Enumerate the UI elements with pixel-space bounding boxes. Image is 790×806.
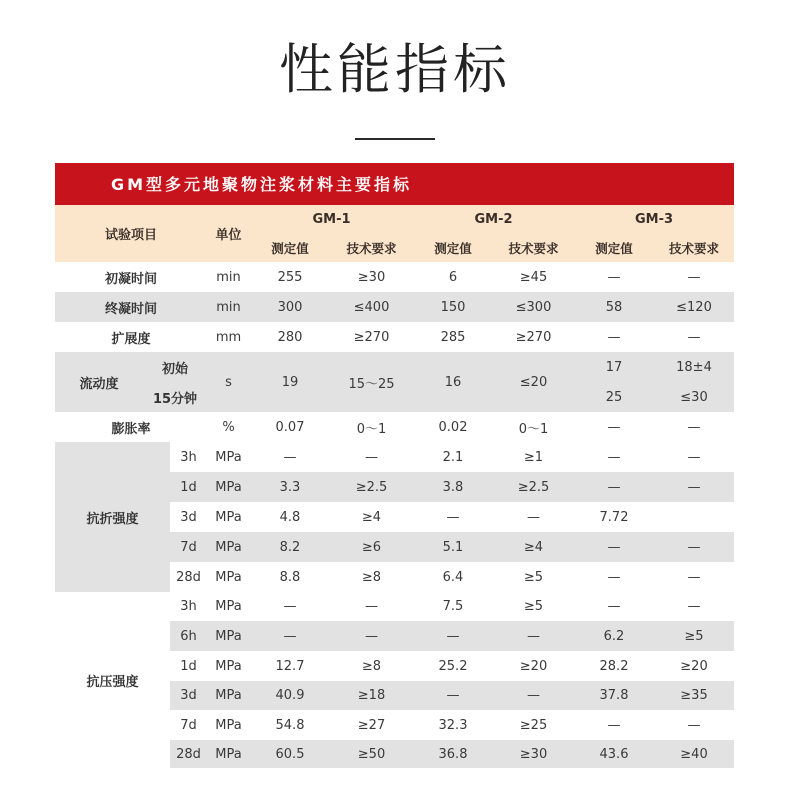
row-value: ≥270 [493, 322, 574, 352]
row-value: 0～1 [493, 412, 574, 442]
row-value: ≥4 [330, 502, 413, 532]
row-value: ≥4 [493, 532, 574, 562]
header-group: GM-1 [250, 205, 413, 234]
row-value: ≥5 [654, 621, 734, 651]
row-age: 6h [170, 621, 207, 651]
row-unit: mm [207, 322, 250, 352]
row-value: 6.4 [413, 562, 493, 592]
row-value: — [654, 532, 734, 562]
title-divider [355, 138, 435, 140]
row-value: ≤30 [654, 382, 734, 412]
row-value: 7.5 [413, 592, 493, 621]
row-unit: MPa [207, 651, 250, 681]
row-value: ≥20 [654, 651, 734, 681]
row-value: 12.7 [250, 651, 330, 681]
row-value: — [654, 442, 734, 472]
row-value: 36.8 [413, 740, 493, 768]
row-value: — [574, 442, 654, 472]
row-value: — [413, 621, 493, 651]
header-sub: 测定值 [413, 234, 493, 262]
header-sub: 测定值 [574, 234, 654, 262]
row-value: — [654, 412, 734, 442]
row-value: ≥20 [493, 651, 574, 681]
flexural-label: 抗折强度 [55, 442, 170, 592]
row-value: 25 [574, 382, 654, 412]
row-age: 3d [170, 502, 207, 532]
row-value: 8.8 [250, 562, 330, 592]
row-value: — [250, 592, 330, 621]
row-value: 18±4 [654, 352, 734, 382]
row-value: 300 [250, 292, 330, 322]
row-value: ≤20 [493, 352, 574, 412]
row-value: 5.1 [413, 532, 493, 562]
header-sub: 测定值 [250, 234, 330, 262]
row-value: — [654, 322, 734, 352]
row-unit: MPa [207, 740, 250, 768]
row-value: 2.1 [413, 442, 493, 472]
row-label: 扩展度 [55, 322, 207, 352]
row-value: 43.6 [574, 740, 654, 768]
row-value: — [654, 562, 734, 592]
row-value: ≥30 [493, 740, 574, 768]
row-value: — [654, 592, 734, 621]
page-title: 性能指标 [279, 38, 511, 101]
row-value: — [330, 621, 413, 651]
row-value: ≥45 [493, 262, 574, 292]
row-unit: MPa [207, 592, 250, 621]
row-value: 40.9 [250, 681, 330, 710]
header-sub: 技术要求 [330, 234, 413, 262]
row-unit: min [207, 262, 250, 292]
row-value: — [574, 472, 654, 502]
row-value: 255 [250, 262, 330, 292]
row-label: 初凝时间 [55, 262, 207, 292]
row-value: 0～1 [330, 412, 413, 442]
row-label: 膨胀率 [55, 412, 207, 442]
row-value: 6 [413, 262, 493, 292]
row-value: 32.3 [413, 710, 493, 740]
row-value: — [574, 562, 654, 592]
row-value: 16 [413, 352, 493, 412]
row-value: 28.2 [574, 651, 654, 681]
row-value: ≥2.5 [493, 472, 574, 502]
header-sub: 技术要求 [493, 234, 574, 262]
row-age: 3h [170, 592, 207, 621]
row-value: — [654, 262, 734, 292]
row-value: ≤400 [330, 292, 413, 322]
row-value: — [330, 442, 413, 472]
row-label: 终凝时间 [55, 292, 207, 322]
row-value: ≥1 [493, 442, 574, 472]
row-value: 3.8 [413, 472, 493, 502]
row-value: — [250, 442, 330, 472]
row-value: ≥27 [330, 710, 413, 740]
row-value: ≤120 [654, 292, 734, 322]
row-unit: MPa [207, 621, 250, 651]
row-value: — [250, 621, 330, 651]
row-value: ≥2.5 [330, 472, 413, 502]
row-value: ≥18 [330, 681, 413, 710]
row-value: — [574, 710, 654, 740]
row-value: 285 [413, 322, 493, 352]
row-value: ≥40 [654, 740, 734, 768]
row-age: 28d [170, 562, 207, 592]
row-value: ≥270 [330, 322, 413, 352]
row-age: 7d [170, 710, 207, 740]
row-value: 0.07 [250, 412, 330, 442]
row-value: 0.02 [413, 412, 493, 442]
header-sub: 技术要求 [654, 234, 734, 262]
row-value: 8.2 [250, 532, 330, 562]
row-value: 7.72 [574, 502, 654, 532]
row-value: — [493, 681, 574, 710]
row-unit: MPa [207, 502, 250, 532]
row-value: — [413, 502, 493, 532]
row-value: 3.3 [250, 472, 330, 502]
row-value: — [574, 592, 654, 621]
row-unit: MPa [207, 442, 250, 472]
flow-sub-initial: 初始 [143, 352, 207, 382]
row-value: ≤300 [493, 292, 574, 322]
row-value: — [493, 621, 574, 651]
row-value: 58 [574, 292, 654, 322]
row-value: ≥50 [330, 740, 413, 768]
flow-unit: s [207, 352, 250, 412]
row-value: — [574, 532, 654, 562]
row-value: 280 [250, 322, 330, 352]
row-value: 60.5 [250, 740, 330, 768]
row-age: 1d [170, 472, 207, 502]
row-value [654, 502, 734, 532]
row-value: ≥25 [493, 710, 574, 740]
row-value: 6.2 [574, 621, 654, 651]
row-value: ≥35 [654, 681, 734, 710]
row-age: 28d [170, 740, 207, 768]
row-unit: MPa [207, 562, 250, 592]
row-age: 1d [170, 651, 207, 681]
row-value: 17 [574, 352, 654, 382]
row-value: — [574, 322, 654, 352]
row-value: ≥8 [330, 562, 413, 592]
row-value: ≥8 [330, 651, 413, 681]
row-value: 15～25 [330, 352, 413, 412]
row-value: 37.8 [574, 681, 654, 710]
row-value: 54.8 [250, 710, 330, 740]
row-value: 25.2 [413, 651, 493, 681]
row-value: ≥5 [493, 562, 574, 592]
row-value: ≥6 [330, 532, 413, 562]
row-unit: MPa [207, 532, 250, 562]
row-value: — [654, 710, 734, 740]
row-unit: min [207, 292, 250, 322]
row-value: — [493, 502, 574, 532]
table-banner: GM型多元地聚物注浆材料主要指标 [55, 163, 734, 205]
header-item: 试验项目 [55, 205, 207, 262]
row-value: 4.8 [250, 502, 330, 532]
row-value: — [574, 262, 654, 292]
header-group: GM-3 [574, 205, 734, 234]
row-unit: MPa [207, 710, 250, 740]
header-unit: 单位 [207, 205, 250, 262]
row-value: 150 [413, 292, 493, 322]
row-value: ≥30 [330, 262, 413, 292]
row-unit: % [207, 412, 250, 442]
flow-label: 流动度 [55, 352, 143, 412]
spec-table [55, 163, 734, 778]
header-group: GM-2 [413, 205, 574, 234]
row-value: — [574, 412, 654, 442]
row-age: 3d [170, 681, 207, 710]
row-value: — [654, 472, 734, 502]
row-age: 7d [170, 532, 207, 562]
row-value: 19 [250, 352, 330, 412]
row-value: ≥5 [493, 592, 574, 621]
row-age: 3h [170, 442, 207, 472]
row-value: — [330, 592, 413, 621]
flow-sub-15min: 15分钟 [143, 382, 207, 412]
row-unit: MPa [207, 681, 250, 710]
compressive-label: 抗压强度 [55, 592, 170, 768]
row-unit: MPa [207, 472, 250, 502]
row-value: — [413, 681, 493, 710]
